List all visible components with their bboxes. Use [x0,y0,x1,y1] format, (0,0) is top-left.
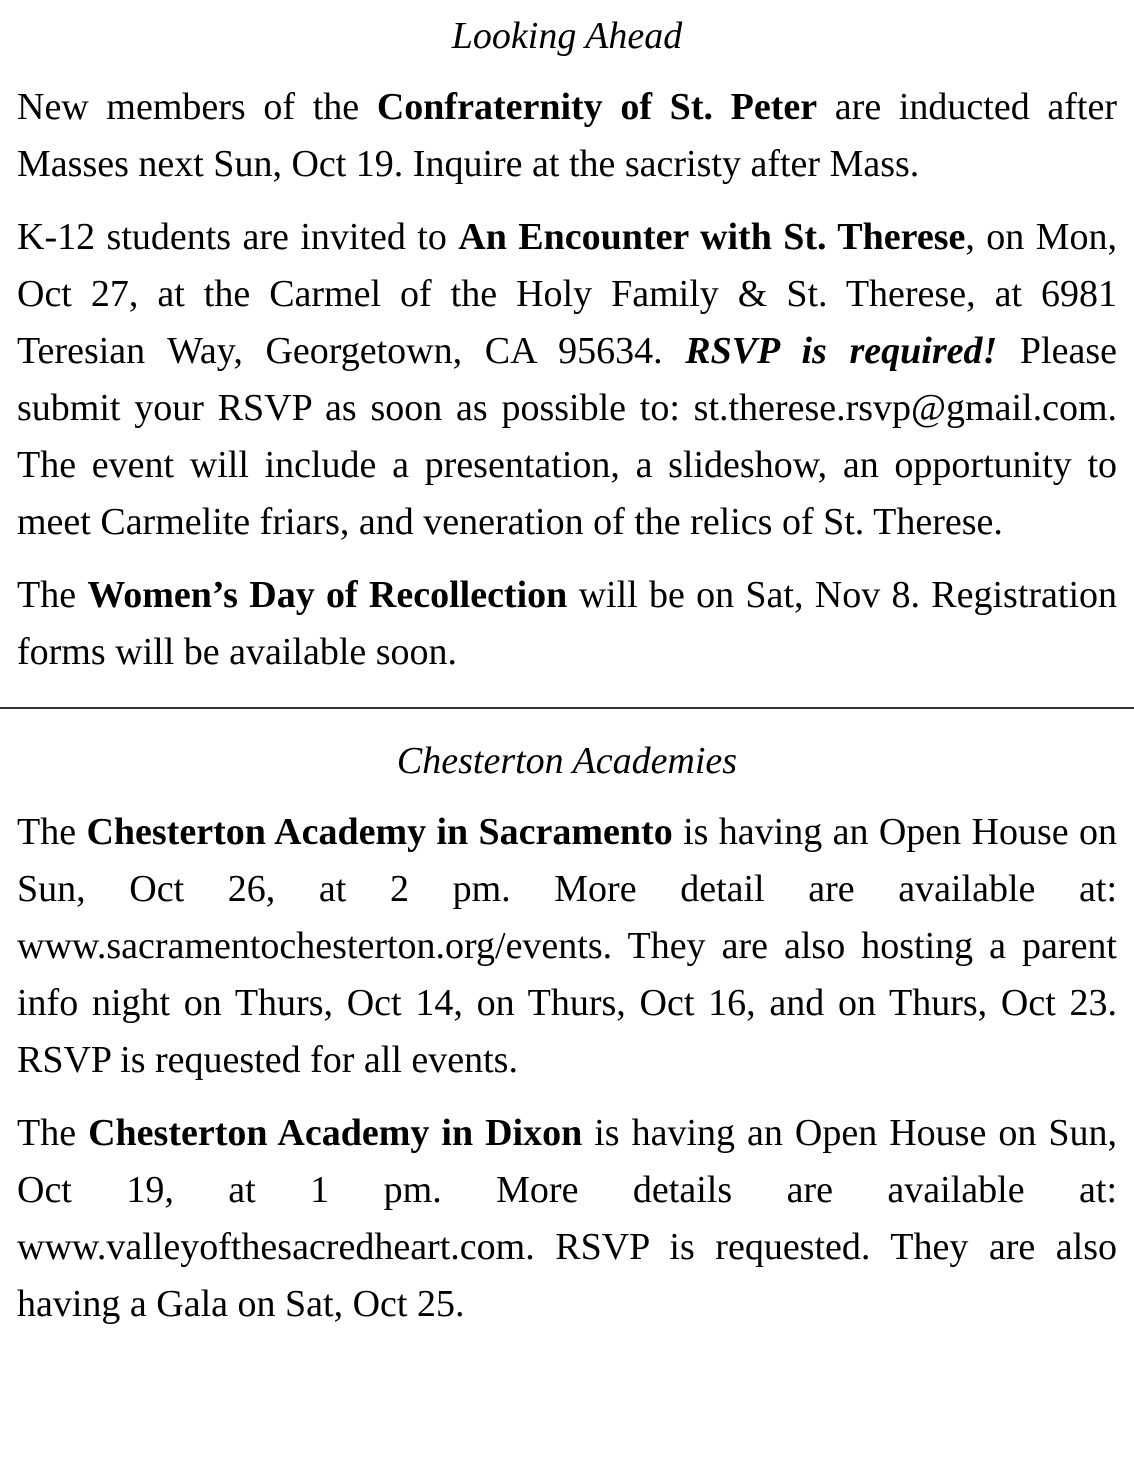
text-run: will be on Sat, Nov 8. Registration forms will be available soon. [17,574,1118,673]
text-run: are inducted after Masses next Sun, Oct 19. Inquire at the sacristy after Mass. [17,86,1117,185]
bold-run-chesterton-academy-in-dixon: Chesterton Academy in Dixon [88,1112,583,1154]
section-title-looking-ahead: Looking Ahead [451,15,683,57]
text-run-with-url: is having an Open House on Sun, Oct 26, at 2 pm. More detail are available at: www.sacramentochesterton.org/events. They are also hosting a parent info night on Thurs, Oct 14, on Thurs, Oct 16, and on Thurs, Oct 23. RSVP is requested for all events. [17,811,1118,1081]
section-chesterton-academies [17,733,1117,1333]
paragraph-chesterton-dixon [17,1105,1117,1333]
text-run: , on Mon, Oct 27, at the Carmel of the Holy Family & St. Therese, at 6981 Teresian Way, Georgetown, CA 95634. [17,216,1117,372]
section-divider [0,707,1134,709]
bold-run-confraternity-of-st-peter: Confraternity of St. Peter [376,86,818,128]
text-run: K-12 students are invited to [17,216,459,258]
paragraph-confraternity [17,79,1117,193]
text-run: The [17,811,87,853]
text-run-with-url: is having an Open House on Sun, Oct 19, at 1 pm. More details are available at: www.valleyofthesacredheart.com. RSVP is requested. They are also having a Gala on Sat, Oct 25. [17,1112,1117,1325]
text-run-with-email: Please submit your RSVP as soon as possible to: st.therese.rsvp@gmail.com. The event will include a presentation, a slideshow, an opportunity to meet Carmelite friars, and veneration of the relics of St. Therese. [17,330,1117,543]
bold-run-chesterton-academy-in-sacramento: Chesterton Academy in Sacramento [86,811,673,853]
bold-run-womens-day-of-recollection: Women’s Day of Recollection [87,574,568,616]
paragraph-chesterton-sacramento [17,804,1117,1089]
paragraph-encounter-st-therese [17,209,1117,551]
text-run: The [17,574,88,616]
text-run: The [17,1112,89,1154]
section-looking-ahead [17,8,1117,681]
section-title-chesterton-academies: Chesterton Academies [396,740,738,782]
text-run: New members of the [17,86,377,128]
bold-italic-run-rsvp-required: RSVP is required! [685,330,998,372]
bold-run-an-encounter-with-st-therese: An Encounter with St. Therese [458,216,966,258]
paragraph-womens-recollection [17,567,1117,681]
